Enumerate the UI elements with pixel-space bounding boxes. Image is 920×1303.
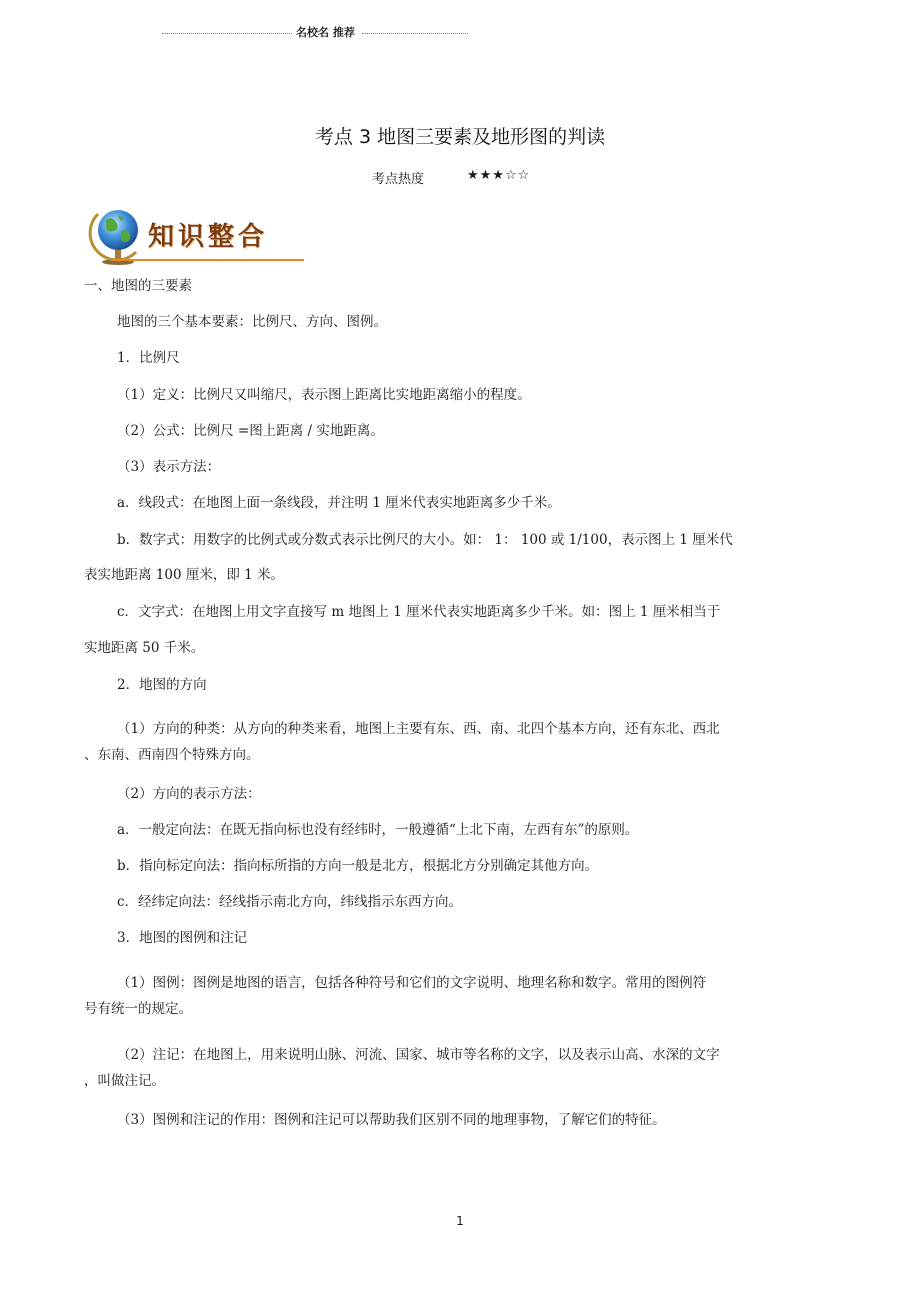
paragraph: ，叫做注记。 <box>84 1073 165 1089</box>
banner-title: 知识整合 <box>148 222 269 252</box>
paragraph: （1）图例：图例是地图的语言，包括各种符号和它们的文字说明、地理名称和数字。常用的图例符 <box>117 975 707 991</box>
paragraph: a．一般定向法：在既无指向标也没有经纬时，一般遵循“上北下南，左西有东”的原则。 <box>117 822 639 838</box>
section-heading: 一、地图的三要素 <box>84 278 192 294</box>
header-dotted-line-left <box>162 33 292 34</box>
header-label: 名校名 推荐 <box>296 26 355 39</box>
paragraph: （1）定义：比例尺又叫缩尺，表示图上距离比实地距离缩小的程度。 <box>117 387 531 403</box>
subheading: 1．比例尺 <box>117 350 180 366</box>
section-banner <box>88 204 304 266</box>
paragraph: （2）方向的表示方法： <box>117 786 261 802</box>
header-dotted-line-right <box>362 33 468 34</box>
globe-icon <box>88 204 152 266</box>
paragraph: b．指向标定向法：指向标所指的方向一般是北方，根据北方分别确定其他方向。 <box>117 858 599 874</box>
paragraph: c．文字式：在地图上用文字直接写 m 地图上 1 厘米代表实地距离多少千米。如：图上 1 厘米相当于 <box>117 604 721 620</box>
paragraph: c．经纬定向法：经线指示南北方向，纬线指示东西方向。 <box>117 894 463 910</box>
paragraph: （3）表示方法： <box>117 459 221 475</box>
page-title: 考点 3 地图三要素及地形图的判读 <box>314 126 606 148</box>
paragraph: 实地距离 50 千米。 <box>84 640 205 656</box>
page-number: 1 <box>456 1214 464 1228</box>
paragraph: 、东南、西南四个特殊方向。 <box>84 747 260 763</box>
paragraph: b．数字式：用数字的比例式或分数式表示比例尺的大小。如： 1： 100 或 1/100，表示图上 1 厘米代 <box>117 532 733 548</box>
heat-label: 考点热度 <box>372 172 425 187</box>
paragraph: （1）方向的种类：从方向的种类来看，地图上主要有东、西、南、北四个基本方向，还有东北、西北 <box>117 721 720 737</box>
paragraph: （2）公式：比例尺 =图上距离 / 实地距离。 <box>117 423 384 439</box>
paragraph: 号有统一的规定。 <box>84 1001 192 1017</box>
paragraph: 地图的三个基本要素：比例尺、方向、图例。 <box>117 314 387 330</box>
subheading: 2．地图的方向 <box>117 677 207 693</box>
paragraph: （2）注记：在地图上，用来说明山脉、河流、国家、城市等名称的文字，以及表示山高、水深的文字 <box>117 1047 720 1063</box>
paragraph: （3）图例和注记的作用：图例和注记可以帮助我们区别不同的地理事物，了解它们的特征。 <box>117 1112 666 1128</box>
banner-underline <box>112 259 304 261</box>
paragraph: a．线段式：在地图上面一条线段，并注明 1 厘米代表实地距离多少千米。 <box>117 495 561 511</box>
subheading: 3．地图的图例和注记 <box>117 930 248 946</box>
paragraph: 表实地距离 100 厘米，即 1 米。 <box>84 567 285 583</box>
heat-stars: ★★★☆☆ <box>467 168 531 183</box>
